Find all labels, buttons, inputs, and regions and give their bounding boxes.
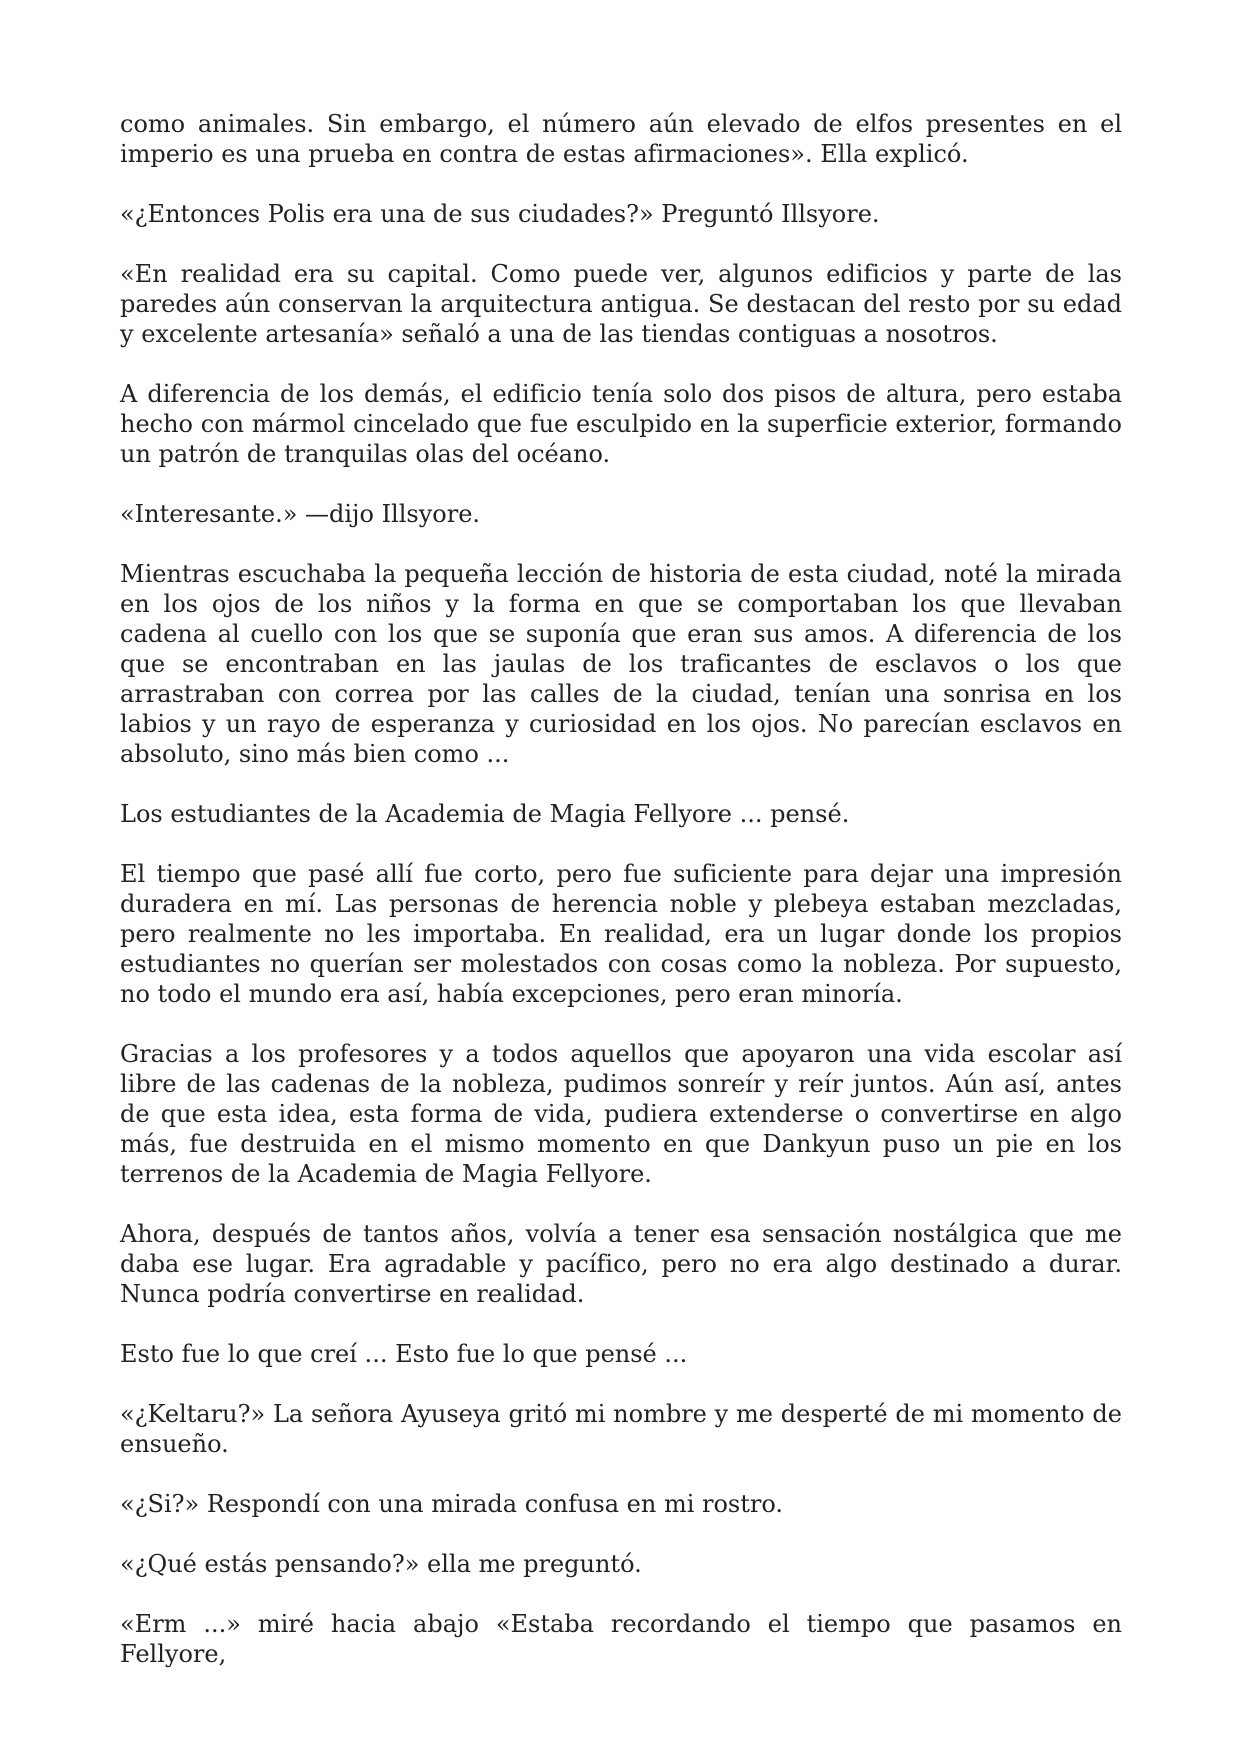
paragraph: Mientras escuchaba la pequeña lección de historia de esta ciudad, noté la mirada en los ojos de los niños y la forma en que se comportaban los que llevaban cadena al cuello con los que se suponía que eran sus amos. A diferencia de los que se encontraban en las jaulas de los traficantes de esclavos o los que arrastraban con correa por las calles de la ciudad, tenían una sonrisa en los labios y un rayo de esperanza y curiosidad en los ojos. No parecían esclavos en absoluto, sino más bien como ... bbox=[120, 560, 1122, 768]
paragraph: «Erm ...» miré hacia abajo «Estaba recordando el tiempo que pasamos en Fellyore, bbox=[120, 1610, 1122, 1668]
paragraph: «¿Qué estás pensando?» ella me preguntó. bbox=[120, 1550, 642, 1578]
paragraph: «¿Si?» Respondí con una mirada confusa en mi rostro. bbox=[120, 1490, 784, 1518]
paragraph: Gracias a los profesores y a todos aquellos que apoyaron una vida escolar así libre de las cadenas de la nobleza, pudimos sonreír y reír juntos. Aún así, antes de que esta idea, esta forma de vida, pudiera extenderse o convertirse en algo más, fue destruida en el mismo momento en que Dankyun puso un pie en los terrenos de la Academia de Magia Fellyore. bbox=[120, 1040, 1122, 1188]
paragraph: «¿Entonces Polis era una de sus ciudades?» Preguntó Illsyore. bbox=[120, 200, 880, 228]
paragraph: como animales. Sin embargo, el número aún elevado de elfos presentes en el imperio es una prueba en contra de estas afirmaciones». Ella explicó. bbox=[120, 110, 1122, 168]
document-page bbox=[120, 109, 1122, 1669]
paragraph: «En realidad era su capital. Como puede ver, algunos edificios y parte de las paredes aún conservan la arquitectura antigua. Se destacan del resto por su edad y excelente artesanía» señaló a una de las tiendas contiguas a nosotros. bbox=[120, 260, 1122, 348]
paragraph: Esto fue lo que creí ... Esto fue lo que pensé ... bbox=[120, 1340, 688, 1368]
paragraph: «¿Keltaru?» La señora Ayuseya gritó mi nombre y me desperté de mi momento de ensueño. bbox=[120, 1400, 1122, 1458]
paragraph: «Interesante.» —dijo Illsyore. bbox=[120, 500, 481, 528]
paragraph: A diferencia de los demás, el edificio tenía solo dos pisos de altura, pero estaba hecho con mármol cincelado que fue esculpido en la superficie exterior, formando un patrón de tranquilas olas del océano. bbox=[120, 380, 1122, 468]
paragraph: Ahora, después de tantos años, volvía a tener esa sensación nostálgica que me daba ese lugar. Era agradable y pacífico, pero no era algo destinado a durar. Nunca podría convertirse en realidad. bbox=[120, 1220, 1122, 1308]
paragraph: Los estudiantes de la Academia de Magia Fellyore ... pensé. bbox=[120, 800, 850, 828]
paragraph: El tiempo que pasé allí fue corto, pero fue suficiente para dejar una impresión duradera en mí. Las personas de herencia noble y plebeya estaban mezcladas, pero realmente no les importaba. En realidad, era un lugar donde los propios estudiantes no querían ser molestados con cosas como la nobleza. Por supuesto, no todo el mundo era así, había excepciones, pero eran minoría. bbox=[120, 860, 1122, 1008]
